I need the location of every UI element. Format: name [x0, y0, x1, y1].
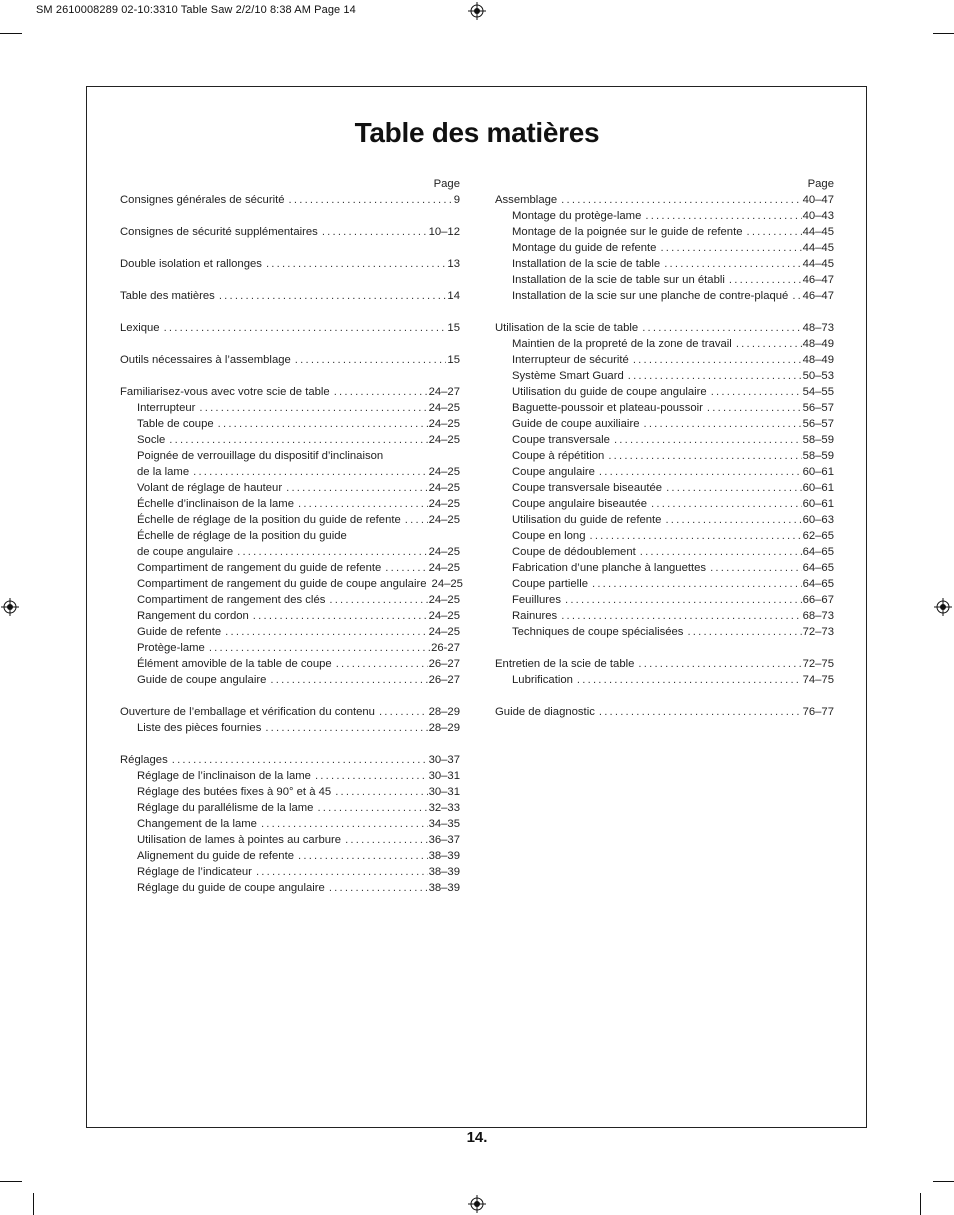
- toc-entry-label: Échelle de réglage de la position du guide de refente: [137, 514, 401, 526]
- toc-entry-page: 60–61: [802, 466, 834, 478]
- toc-entry: [120, 528, 460, 544]
- toc-entry: [495, 576, 834, 592]
- toc-leader-dots: [628, 368, 802, 384]
- toc-entry-label: Coupe angulaire biseautée: [512, 498, 648, 510]
- toc-entry: [495, 368, 834, 384]
- toc-leader-dots: [665, 512, 801, 528]
- toc-leader-dots: [405, 512, 428, 528]
- toc-entry-page: 14: [447, 290, 460, 302]
- toc-entry-label: Volant de réglage de hauteur: [137, 482, 283, 494]
- toc-entry-label: Socle: [137, 434, 166, 446]
- crop-mark-bottom-right: [933, 1181, 954, 1182]
- toc-leader-dots: [345, 832, 427, 848]
- toc-entry-page: 13: [447, 258, 460, 270]
- toc-entry: [495, 496, 834, 512]
- toc-leader-dots: [608, 448, 801, 464]
- page-column-header: Page: [807, 178, 834, 190]
- toc-leader-dots: [642, 320, 801, 336]
- toc-leader-dots: [219, 288, 447, 304]
- toc-entry-label: Réglage des butées fixes à 90° et à 45: [137, 786, 332, 798]
- toc-leader-dots: [329, 880, 428, 896]
- toc-entry-label: Compartiment de rangement du guide de refente: [137, 562, 382, 574]
- toc-entry: [120, 816, 460, 832]
- toc-entry-page: 68–73: [802, 610, 834, 622]
- toc-entry-label: Guide de coupe auxiliaire: [512, 418, 640, 430]
- toc-entry-page: 24–25: [428, 514, 460, 526]
- toc-entry-page: 32–33: [428, 802, 460, 814]
- toc-entry: [120, 880, 460, 896]
- toc-entry-page: 66–67: [802, 594, 834, 606]
- toc-entry: [120, 480, 460, 496]
- toc-entry: [120, 432, 460, 448]
- toc-leader-dots: [199, 400, 427, 416]
- toc-leader-dots: [265, 720, 427, 736]
- toc-leader-dots: [218, 416, 428, 432]
- toc-entry: [120, 496, 460, 512]
- toc-leader-dots: [577, 672, 802, 688]
- toc-entry-label: Fabrication d’une planche à languettes: [512, 562, 707, 574]
- toc-entry-page: 44–45: [802, 242, 834, 254]
- toc-entry-label: Compartiment de rangement des clés: [137, 594, 326, 606]
- toc-entry-label: Outils nécessaires à l’assemblage: [120, 354, 291, 366]
- registration-mark-right-icon: [934, 598, 952, 616]
- registration-mark-left-icon: [1, 598, 19, 616]
- toc-entry-page: 56–57: [802, 402, 834, 414]
- toc-leader-dots: [298, 496, 428, 512]
- toc-column-right: [495, 176, 834, 720]
- toc-entry-page: 28–29: [428, 706, 460, 718]
- toc-leader-dots: [261, 816, 428, 832]
- toc-entry: [495, 256, 834, 272]
- toc-entry-page: 30–37: [428, 754, 460, 766]
- registration-mark-top-icon: [468, 2, 486, 20]
- toc-leader-dots: [172, 752, 428, 768]
- toc-entry: [120, 464, 460, 480]
- toc-entry-page: 46–47: [802, 290, 834, 302]
- toc-entry-page: 72–73: [802, 626, 834, 638]
- toc-entry: [120, 192, 460, 208]
- toc-entry: [120, 624, 460, 640]
- toc-leader-dots: [644, 416, 802, 432]
- toc-entry: [495, 432, 834, 448]
- toc-leader-dots: [711, 384, 802, 400]
- toc-entry: [120, 608, 460, 624]
- toc-entry-label: Installation de la scie sur une planche de contre-plaqué: [512, 290, 789, 302]
- toc-entry-page: 24–25: [428, 402, 460, 414]
- toc-entry: [495, 672, 834, 688]
- toc-entry: [120, 400, 460, 416]
- toc-entry-page: 58–59: [802, 434, 834, 446]
- toc-entry-page: 64–65: [802, 562, 834, 574]
- toc-entry: [495, 560, 834, 576]
- crop-mark-bottom-left-vertical: [33, 1193, 34, 1215]
- toc-entry-label: Alignement du guide de refente: [137, 850, 295, 862]
- toc-leader-dots: [633, 352, 802, 368]
- toc-entry-label: Familiarisez-vous avec votre scie de table: [120, 386, 330, 398]
- toc-entry-page: 24–25: [428, 498, 460, 510]
- toc-entry-label: Guide de refente: [137, 626, 222, 638]
- toc-entry-label: Changement de la lame: [137, 818, 257, 830]
- toc-entry-label: Coupe de dédoublement: [512, 546, 636, 558]
- toc-entry-page: 24–25: [428, 546, 460, 558]
- toc-entry: [120, 352, 460, 368]
- toc-entry: [495, 320, 834, 336]
- toc-entry: [495, 608, 834, 624]
- toc-leader-dots: [334, 384, 428, 400]
- toc-entry: [495, 448, 834, 464]
- toc-entry: [120, 768, 460, 784]
- toc-entry: [495, 336, 834, 352]
- toc-entry: [495, 480, 834, 496]
- toc-entry: [495, 704, 834, 720]
- toc-entry-label: Guide de coupe angulaire: [137, 674, 267, 686]
- toc-entry-label: Réglage du parallélisme de la lame: [137, 802, 314, 814]
- toc-leader-dots: [266, 256, 446, 272]
- toc-entry-page: 34–35: [428, 818, 460, 830]
- toc-entry-label: Utilisation du guide de refente: [512, 514, 662, 526]
- crop-mark-top-left: [0, 33, 22, 34]
- toc-leader-dots: [687, 624, 801, 640]
- toc-entry-page: 48–49: [802, 338, 834, 350]
- toc-entry-page: 15: [447, 322, 460, 334]
- toc-entry-label: Élément amovible de la table de coupe: [137, 658, 332, 670]
- toc-entry: [120, 848, 460, 864]
- toc-entry: [120, 832, 460, 848]
- toc-entry-page: 58–59: [802, 450, 834, 462]
- toc-leader-dots: [315, 768, 428, 784]
- toc-entry: [495, 464, 834, 480]
- toc-leader-dots: [270, 672, 427, 688]
- toc-leader-dots: [736, 336, 802, 352]
- toc-entry-label: Assemblage: [495, 194, 558, 206]
- toc-entry-page: 36–37: [428, 834, 460, 846]
- toc-entry-page: 46–47: [802, 274, 834, 286]
- toc-leader-dots: [710, 560, 802, 576]
- toc-entry-page: 30–31: [428, 786, 460, 798]
- toc-entry: [120, 672, 460, 688]
- toc-entry: [495, 416, 834, 432]
- toc-entry-page: 38–39: [428, 850, 460, 862]
- toc-entry-label: de coupe angulaire: [137, 546, 234, 558]
- toc-entry-page: 10–12: [428, 226, 460, 238]
- page-number: 14.: [466, 1129, 488, 1146]
- toc-entry-page: 24–25: [428, 626, 460, 638]
- toc-entry-page: 48–49: [802, 354, 834, 366]
- toc-entry: [495, 512, 834, 528]
- toc-entry-page: 24–25: [428, 482, 460, 494]
- toc-leader-dots: [638, 656, 801, 672]
- toc-leader-dots: [289, 192, 453, 208]
- toc-entry-label: Échelle d’inclinaison de la lame: [137, 498, 294, 510]
- toc-entry: [120, 592, 460, 608]
- toc-entry-label: Baguette-poussoir et plateau-poussoir: [512, 402, 703, 414]
- toc-leader-dots: [379, 704, 428, 720]
- toc-entry: [495, 656, 834, 672]
- toc-entry-page: 40–43: [802, 210, 834, 222]
- toc-entry-label: Montage du protège-lame: [512, 210, 642, 222]
- toc-leader-dots: [707, 400, 802, 416]
- toc-entry-label: Lubrification: [512, 674, 573, 686]
- toc-entry: [495, 544, 834, 560]
- toc-entry-label: Lexique: [120, 322, 160, 334]
- toc-leader-dots: [286, 480, 427, 496]
- toc-entry-page: 64–65: [802, 546, 834, 558]
- toc-entry: [495, 240, 834, 256]
- toc-entry-page: 40–47: [802, 194, 834, 206]
- toc-entry-page: 38–39: [428, 866, 460, 878]
- toc-entry: [120, 800, 460, 816]
- toc-entry-page: 74–75: [802, 674, 834, 686]
- toc-entry: [120, 448, 460, 464]
- toc-entry-label: Rainures: [512, 610, 558, 622]
- toc-entry-label: Compartiment de rangement du guide de coupe angulaire: [137, 578, 427, 590]
- toc-entry-page: 30–31: [428, 770, 460, 782]
- toc-entry-label: Poignée de verrouillage du dispositif d’inclinaison: [137, 450, 384, 462]
- toc-entry-label: Interrupteur: [137, 402, 196, 414]
- toc-entry: [120, 560, 460, 576]
- toc-entry-page: 48–73: [802, 322, 834, 334]
- toc-entry: [495, 400, 834, 416]
- toc-entry-label: Montage du guide de refente: [512, 242, 657, 254]
- toc-leader-dots: [322, 224, 428, 240]
- toc-entry-page: 60–61: [802, 498, 834, 510]
- toc-entry: [495, 224, 834, 240]
- toc-entry-label: Coupe transversale: [512, 434, 610, 446]
- toc-entry: [495, 624, 834, 640]
- toc-entry-label: Coupe en long: [512, 530, 586, 542]
- toc-leader-dots: [385, 560, 427, 576]
- toc-entry-label: Montage de la poignée sur le guide de refente: [512, 226, 743, 238]
- toc-entry-label: Coupe à répétition: [512, 450, 605, 462]
- toc-leader-dots: [651, 496, 802, 512]
- toc-entry-page: 24–25: [428, 594, 460, 606]
- toc-entry-page: 24–25: [428, 418, 460, 430]
- toc-list-right: [495, 192, 834, 720]
- toc-entry-label: Interrupteur de sécurité: [512, 354, 629, 366]
- print-slug: SM 2610008289 02-10:3310 Table Saw 2/2/10 8:38 AM Page 14: [36, 4, 356, 16]
- toc-entry-label: Utilisation du guide de coupe angulaire: [512, 386, 707, 398]
- toc-entry-label: Réglage du guide de coupe angulaire: [137, 882, 325, 894]
- toc-entry-page: 15: [447, 354, 460, 366]
- toc-leader-dots: [599, 704, 802, 720]
- toc-entry-label: Système Smart Guard: [512, 370, 624, 382]
- toc-leader-dots: [335, 784, 427, 800]
- toc-entry: [120, 704, 460, 720]
- toc-entry: [495, 288, 834, 304]
- toc-entry-page: 64–65: [802, 578, 834, 590]
- toc-leader-dots: [209, 640, 430, 656]
- toc-entry-label: de la lame: [137, 466, 190, 478]
- toc-leader-dots: [666, 480, 801, 496]
- toc-list-left: [120, 192, 463, 896]
- toc-entry-label: Réglage de l’inclinaison de la lame: [137, 770, 311, 782]
- toc-entry-label: Techniques de coupe spécialisées: [512, 626, 684, 638]
- toc-entry-page: 26-27: [431, 642, 460, 654]
- toc-entry-page: 24–25: [428, 434, 460, 446]
- toc-entry: [120, 640, 460, 656]
- toc-leader-dots: [729, 272, 802, 288]
- toc-entry: [120, 576, 463, 592]
- toc-entry-page: 26–27: [428, 658, 460, 670]
- toc-leader-dots: [792, 288, 801, 304]
- toc-entry-label: Liste des pièces fournies: [137, 722, 262, 734]
- toc-leader-dots: [225, 624, 427, 640]
- toc-entry-label: Guide de diagnostic: [495, 706, 595, 718]
- toc-entry-label: Feuillures: [512, 594, 561, 606]
- toc-entry: [120, 512, 460, 528]
- toc-entry: [120, 864, 460, 880]
- toc-entry: [495, 384, 834, 400]
- toc-entry: [495, 208, 834, 224]
- toc-entry: [120, 416, 460, 432]
- toc-leader-dots: [645, 208, 801, 224]
- toc-entry: [120, 752, 460, 768]
- toc-entry-page: 28–29: [428, 722, 460, 734]
- toc-leader-dots: [640, 544, 802, 560]
- toc-leader-dots: [237, 544, 427, 560]
- toc-entry-page: 60–61: [802, 482, 834, 494]
- toc-leader-dots: [592, 576, 802, 592]
- toc-leader-dots: [256, 864, 428, 880]
- toc-entry-label: Échelle de réglage de la position du guide: [137, 530, 347, 542]
- toc-entry: [120, 384, 460, 400]
- toc-entry-page: 76–77: [802, 706, 834, 718]
- toc-entry-page: 62–65: [802, 530, 834, 542]
- toc-entry: [495, 352, 834, 368]
- toc-entry: [120, 720, 460, 736]
- toc-entry-label: Table de coupe: [137, 418, 214, 430]
- toc-entry-label: Maintien de la propreté de la zone de travail: [512, 338, 732, 350]
- toc-leader-dots: [614, 432, 802, 448]
- toc-leader-dots: [317, 800, 427, 816]
- toc-entry-page: 56–57: [802, 418, 834, 430]
- toc-entry: [120, 656, 460, 672]
- toc-entry-label: Réglage de l’indicateur: [137, 866, 252, 878]
- crop-mark-bottom-right-vertical: [920, 1193, 921, 1215]
- toc-leader-dots: [660, 240, 801, 256]
- crop-mark-top-right: [933, 33, 954, 34]
- toc-entry-label: Rangement du cordon: [137, 610, 249, 622]
- toc-leader-dots: [590, 528, 802, 544]
- toc-entry-page: 9: [453, 194, 460, 206]
- toc-entry: [495, 592, 834, 608]
- toc-leader-dots: [561, 192, 801, 208]
- toc-leader-dots: [329, 592, 427, 608]
- toc-leader-dots: [747, 224, 802, 240]
- toc-entry-label: Coupe partielle: [512, 578, 588, 590]
- toc-entry-label: Ouverture de l’emballage et vérification du contenu: [120, 706, 375, 718]
- toc-leader-dots: [298, 848, 428, 864]
- toc-entry: [120, 544, 460, 560]
- toc-entry-page: 60–63: [802, 514, 834, 526]
- toc-entry-label: Utilisation de la scie de table: [495, 322, 639, 334]
- toc-leader-dots: [295, 352, 447, 368]
- toc-entry-label: Coupe transversale biseautée: [512, 482, 663, 494]
- toc-leader-dots: [193, 464, 427, 480]
- toc-column-left: [120, 176, 463, 896]
- page-title: Table des matières: [354, 117, 600, 148]
- toc-entry-label: Utilisation de lames à pointes au carbure: [137, 834, 342, 846]
- toc-entry: [495, 528, 834, 544]
- toc-entry-page: 24–25: [428, 466, 460, 478]
- toc-entry-label: Double isolation et rallonges: [120, 258, 262, 270]
- toc-entry-page: 72–75: [802, 658, 834, 670]
- toc-entry-label: Installation de la scie de table sur un établi: [512, 274, 725, 286]
- toc-entry-page: 44–45: [802, 258, 834, 270]
- toc-entry-label: Consignes de sécurité supplémentaires: [120, 226, 318, 238]
- toc-entry: [120, 784, 460, 800]
- registration-mark-bottom-icon: [468, 1195, 486, 1213]
- toc-entry-page: 44–45: [802, 226, 834, 238]
- toc-entry-page: 24–27: [428, 386, 460, 398]
- toc-leader-dots: [336, 656, 428, 672]
- toc-leader-dots: [664, 256, 801, 272]
- toc-leader-dots: [164, 320, 447, 336]
- toc-entry-label: Installation de la scie de table: [512, 258, 661, 270]
- toc-entry-label: Table des matières: [120, 290, 215, 302]
- toc-entry: [495, 192, 834, 208]
- toc-entry: [495, 272, 834, 288]
- toc-entry-label: Réglages: [120, 754, 168, 766]
- toc-entry-label: Entretien de la scie de table: [495, 658, 635, 670]
- toc-entry-page: 38–39: [428, 882, 460, 894]
- toc-entry-page: 24–25: [431, 578, 463, 590]
- toc-entry-page: 50–53: [802, 370, 834, 382]
- crop-mark-bottom-left: [0, 1181, 22, 1182]
- toc-entry-page: 54–55: [802, 386, 834, 398]
- page-column-header: Page: [433, 178, 460, 190]
- toc-leader-dots: [561, 608, 801, 624]
- toc-entry-label: Coupe angulaire: [512, 466, 595, 478]
- toc-entry-label: Consignes générales de sécurité: [120, 194, 285, 206]
- toc-entry: [120, 256, 460, 272]
- toc-entry-page: 24–25: [428, 610, 460, 622]
- toc-entry-page: 26–27: [428, 674, 460, 686]
- toc-leader-dots: [253, 608, 428, 624]
- toc-entry: [120, 320, 460, 336]
- toc-entry: [120, 224, 460, 240]
- toc-entry-label: Protège-lame: [137, 642, 205, 654]
- toc-entry: [120, 288, 460, 304]
- toc-leader-dots: [565, 592, 802, 608]
- toc-leader-dots: [169, 432, 427, 448]
- toc-leader-dots: [599, 464, 802, 480]
- toc-entry-page: 24–25: [428, 562, 460, 574]
